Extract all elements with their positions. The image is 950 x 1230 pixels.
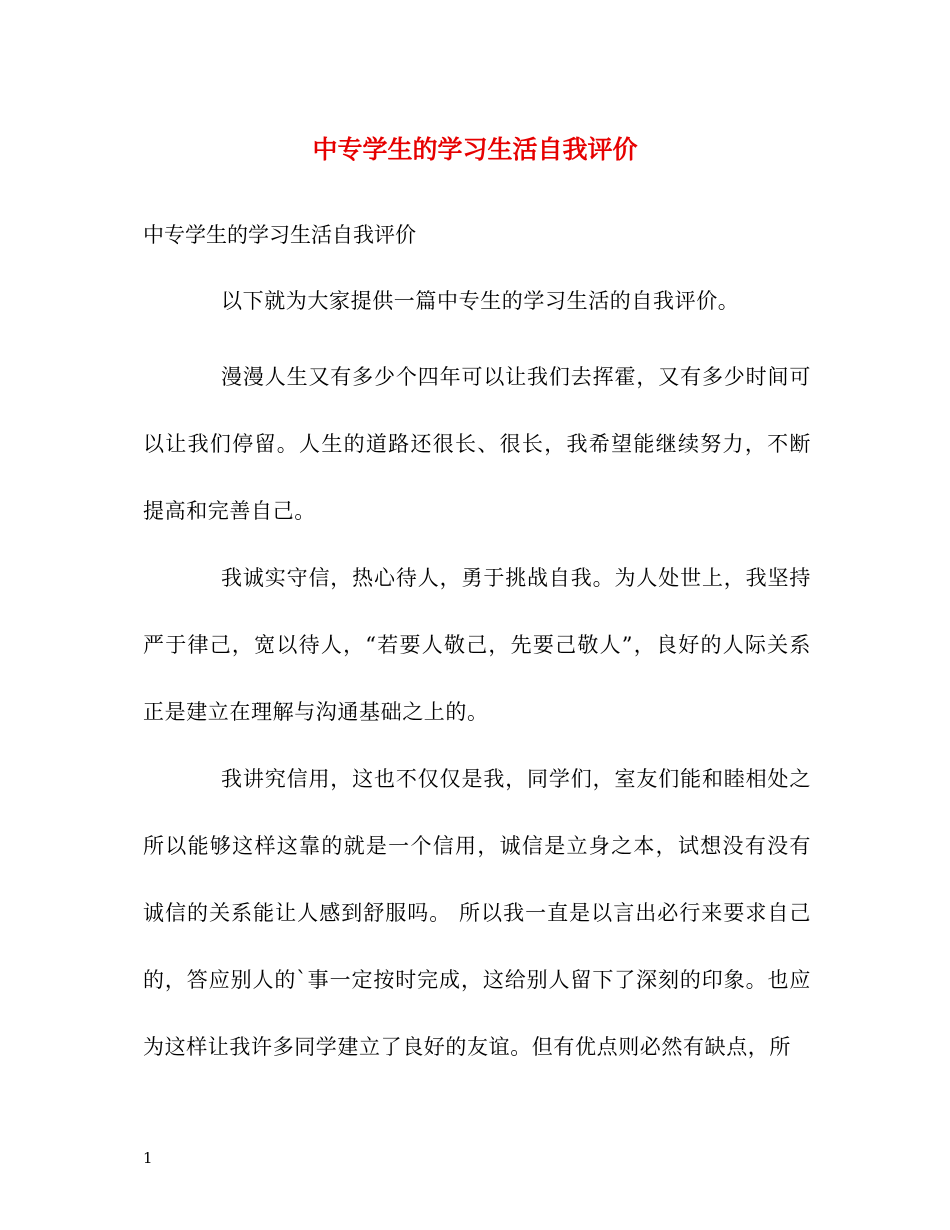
paragraph-honesty: 我诚实守信，热心待人，勇于挑战自我。为人处世上，我坚持严于律己，宽以待人，“若要人敬己，先要己敬人”，良好的人际关系正是建立在理解与沟通基础之上的。 <box>143 566 811 724</box>
document-subtitle: 中专学生的学习生活自我评价 <box>143 223 416 247</box>
paragraph-intro: 以下就为大家提供一篇中专生的学习生活的自我评价。 <box>221 289 740 313</box>
paragraph-life: 漫漫人生又有多少个四年可以让我们去挥霍，又有多少时间可以让我们停留。人生的道路还很长、很长，我希望能继续努力，不断提高和完善自己。 <box>143 365 811 523</box>
page-number: 1 <box>143 1149 153 1167</box>
document-title: 中专学生的学习生活自我评价 <box>312 135 638 164</box>
paragraph-credit: 我讲究信用，这也不仅仅是我，同学们，室友们能和睦相处之所以能够这样这靠的就是一个信用，诚信是立身之本，试想没有没有诚信的关系能让人感到舒服吗。 所以我一直是以言出必行来要求自己的，答应别人的`事一定按时完成，这给别人留下了深刻的印象。也应为这样让我许多同学建立了良好的友谊。但有优点则必然有缺点，所 <box>143 767 811 1059</box>
document-body <box>143 280 811 1081</box>
